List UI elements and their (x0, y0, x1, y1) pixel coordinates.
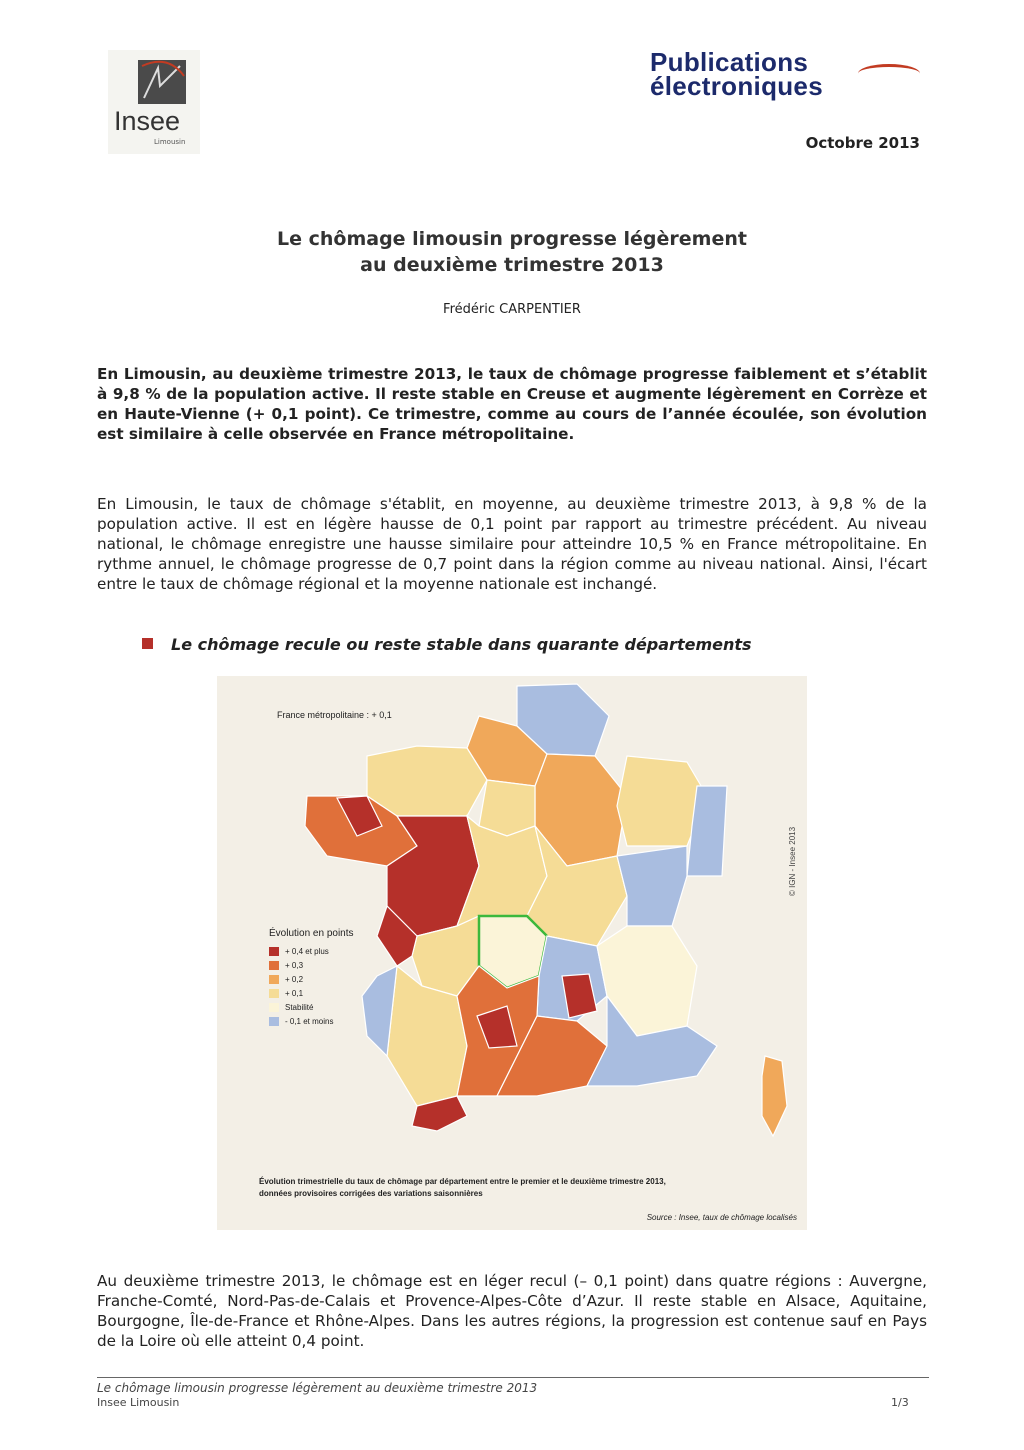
section-heading-text: Le chômage recule ou reste stable dans quarante départements (171, 635, 752, 654)
legend-item (269, 1014, 354, 1028)
title-line-2: au deuxième trimestre 2013 (360, 254, 664, 276)
legend-label: Stabilité (285, 1002, 314, 1012)
insee-logo-text: Insee (114, 106, 181, 136)
legend-swatch (269, 1017, 279, 1026)
map-caption-line2: données provisoires corrigées des variations saisonnières (259, 1189, 483, 1198)
legend-item (269, 972, 354, 986)
article-title (0, 226, 1024, 278)
publications-logo-line1: Publications (650, 47, 809, 77)
department-map-figure (217, 676, 807, 1230)
department-region-idf (479, 780, 535, 836)
legend-swatch (269, 961, 279, 970)
insee-logo-mark (138, 60, 186, 104)
legend-label: + 0,1 (285, 988, 304, 998)
logo-swoosh-icon (858, 64, 920, 83)
legend-label: + 0,2 (285, 974, 304, 984)
map-source: Source : Insee, taux de chômage localisés (646, 1213, 797, 1222)
legend-item (269, 944, 354, 958)
legend-swatch (269, 1003, 279, 1012)
map-copyright: © IGN - Insee 2013 (788, 826, 797, 896)
insee-logo-subtitle: Limousin (154, 138, 186, 146)
department-region-corse (762, 1056, 787, 1136)
footer-organization: Insee Limousin (97, 1396, 180, 1409)
body-paragraph-1: En Limousin, le taux de chômage s'établit, en moyenne, au deuxième trimestre 2013, à 9,8 % de la population active. Il est en légère hausse de 0,1 point par rapport au trimestre précédent. Au niveau national, le chômage enregistre une hausse similaire pour atteindre 10,5 % en France métropolitaine. En rythme annuel, le chômage progresse de 0,7 point dans la région comme au niveau national. Ainsi, l'écart entre le taux de chômage régional et la moyenne nationale est inchangé. (97, 495, 927, 593)
page-number: 1/3 (891, 1396, 909, 1409)
legend-swatch (269, 975, 279, 984)
legend-item (269, 958, 354, 972)
title-line-1: Le chômage limousin progresse légèrement (277, 228, 747, 250)
footer-title: Le chômage limousin progresse légèrement au deuxième trimestre 2013 (97, 1381, 538, 1395)
body-paragraph-2: Au deuxième trimestre 2013, le chômage est en léger recul (– 0,1 point) dans quatre régions : Auvergne, Franche-Comté, Nord-Pas-de-Calais et Provence-Alpes-Côte d’Azur. Il reste stable en Alsace, Aquitaine, Bourgogne, Île-de-France et Rhône-Alpes. Dans les autres régions, la progression est contenue sauf en Pays de la Loire où elle atteint 0,4 point. (97, 1272, 927, 1350)
publication-date: Octobre 2013 (805, 134, 920, 152)
legend-title: Évolution en points (269, 928, 354, 939)
square-bullet-icon (142, 638, 153, 649)
author: Frédéric CARPENTIER (443, 302, 581, 317)
national-note: France métropolitaine : + 0,1 (277, 710, 392, 720)
legend-item (269, 986, 354, 1000)
department-region-normandie (367, 746, 487, 816)
lead-paragraph: En Limousin, au deuxième trimestre 2013, le taux de chômage progresse faiblement et s’établit à 9,8 % de la population active. Il reste stable en Creuse et augmente légèrement en Corrèze et en Haute-Vienne (+ 0,1 point). Ce trimestre, comme au cours de l’année écoulée, son évolution est similaire à celle observée en France métropolitaine. (97, 365, 927, 443)
section-heading (142, 635, 752, 654)
map-caption-line1: Évolution trimestrielle du taux de chômage par département entre le premier et le deuxième trimestre 2013, (259, 1177, 666, 1186)
legend-swatch (269, 947, 279, 956)
legend-label: + 0,3 (285, 960, 304, 970)
legend-item (269, 1000, 354, 1014)
map-legend (269, 928, 354, 1028)
department-region-franche-comte (617, 846, 687, 926)
legend-label: - 0,1 et moins (285, 1016, 334, 1026)
publications-logo-line2: électroniques (650, 71, 823, 101)
insee-logo (108, 50, 200, 154)
legend-items (269, 944, 354, 1028)
publications-electroniques-logo (650, 47, 922, 102)
legend-swatch (269, 989, 279, 998)
legend-label: + 0,4 et plus (285, 946, 329, 956)
footer-divider (97, 1377, 929, 1378)
